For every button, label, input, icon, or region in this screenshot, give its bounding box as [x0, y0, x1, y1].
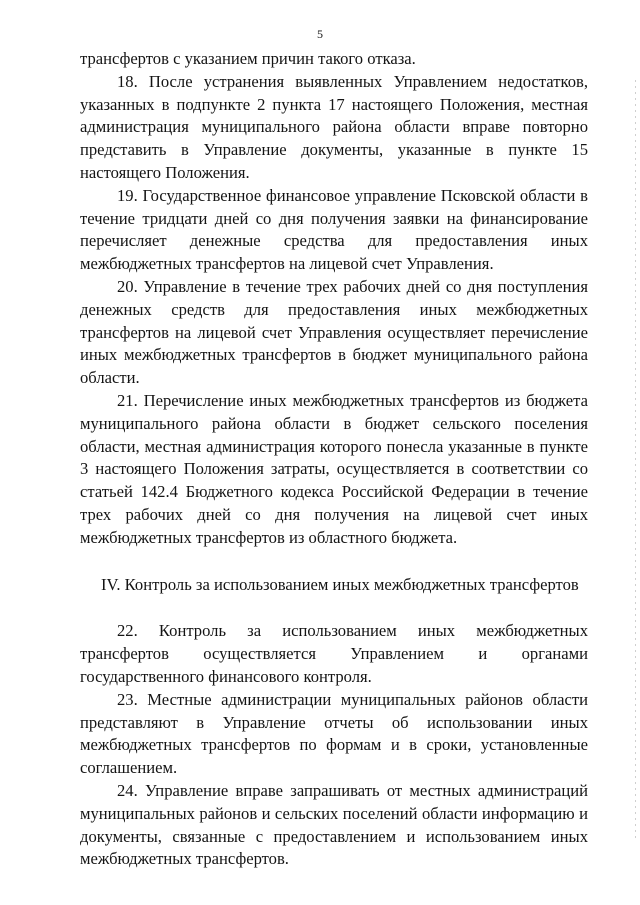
paragraph-continuation: трансфертов с указанием причин такого отказа.: [80, 49, 416, 68]
paragraph-22: 22. Контроль за использованием иных межбюджетных трансфертов осуществляется Управлением и органами государственного финансового контроля.: [80, 621, 588, 686]
page-number: 5: [317, 27, 323, 41]
paragraph-21: 21. Перечисление иных межбюджетных трансфертов из бюджета муниципального района области в бюджет сельского поселения области, местная администрация которого понесла указанные в пункте 3 настоящего Положения затраты, осуществляется в соответствии со статьей 142.4 Бюджетного кодекса Российской Федерации в течение трех рабочих дней со дня получения на лицевой счет иных межбюджетных трансфертов из областного бюджета.: [80, 390, 588, 547]
section-heading: IV. Контроль за использованием иных межбюджетных трансфертов: [101, 574, 579, 594]
paragraph-24: 24. Управление вправе запрашивать от местных администраций муниципальных районов и сельских поселений области информацию и документы, связанные с предоставлением и использованием иных межбюджетных трансфертов.: [80, 780, 588, 869]
paragraph-18: 18. После устранения выявленных Управлением недостатков, указанных в подпункте 2 пункта 17 настоящего Положения, местная администрация муниципального района области вправе повторно представить в Управление документы, указанные в пункте 15 настоящего Положения.: [80, 71, 588, 182]
paragraph-19: 19. Государственное финансовое управление Псковской области в течение тридцати дней со дня получения заявки на финансирование перечисляет денежные средства для предоставления иных межбюджетных трансфертов на лицевой счет Управления.: [80, 185, 588, 274]
paragraph-20: 20. Управление в течение трех рабочих дней со дня поступления денежных средств для предоставления иных межбюджетных трансфертов на лицевой счет Управления осуществляет перечисление иных межбюджетных трансфертов в бюджет муниципального района области.: [80, 276, 588, 388]
paragraph-23: 23. Местные администрации муниципальных районов области представляют в Управление отчеты об использовании иных межбюджетных трансфертов по формам и в сроки, установленные соглашением.: [80, 689, 588, 778]
document-body: [80, 48, 588, 871]
scan-edge-mark: [635, 80, 636, 840]
